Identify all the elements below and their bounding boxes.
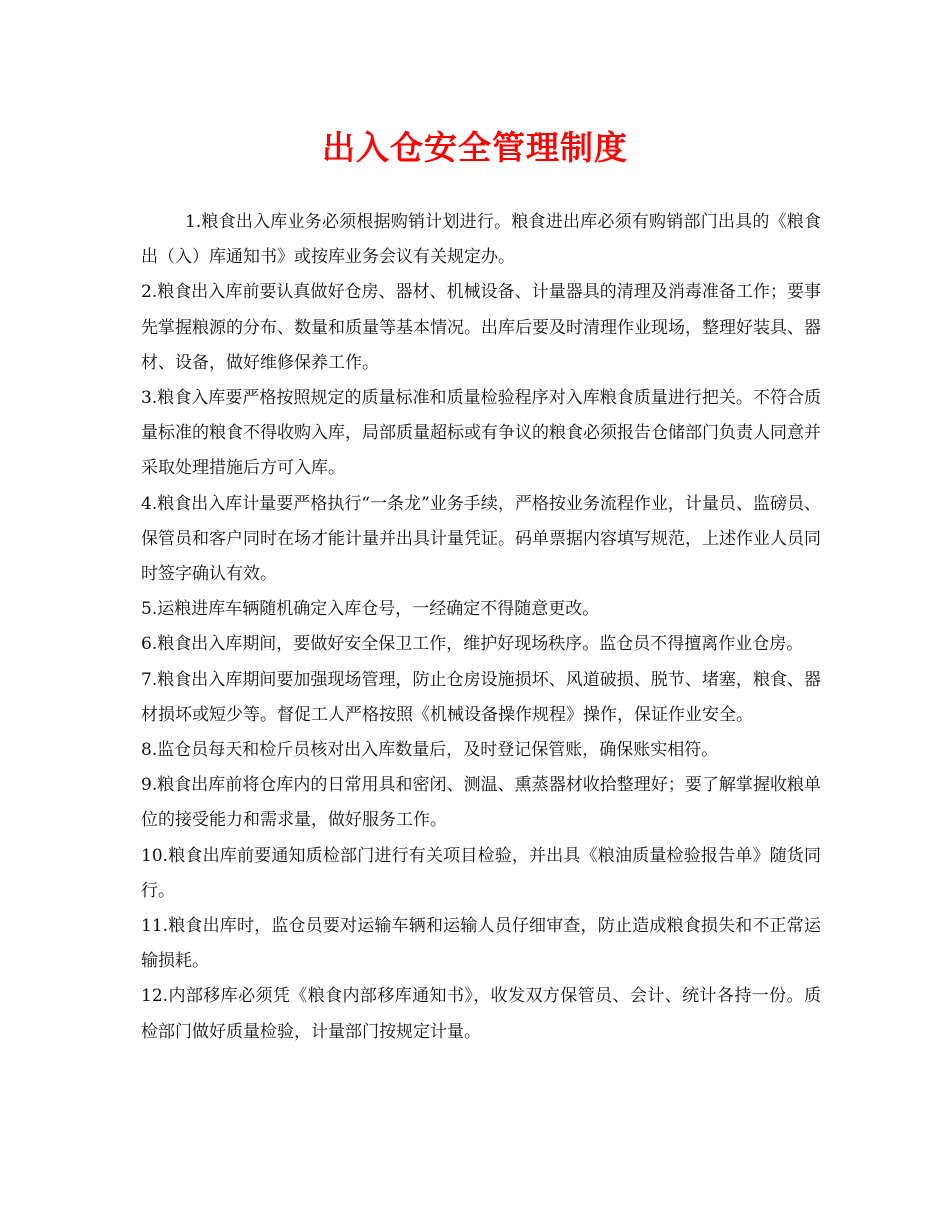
paragraph-4: 4.粮食出入库计量要严格执行“一条龙”业务手续，严格按业务流程作业，计量员、监磅员、保管员和客户同时在场才能计量并出具计量凭证。码单票据内容填写规范，上述作业人员同时签字确认有效。 bbox=[141, 493, 821, 585]
paragraph-10: 10.粮食出库前要通知质检部门进行有关项目检验，并出具《粮油质量检验报告单》随货同行。 bbox=[141, 845, 821, 901]
paragraph-6: 6.粮食出入库期间，要做好安全保卫工作，维护好现场秩序。监仓员不得擅离作业仓房。 bbox=[141, 634, 804, 655]
document-body bbox=[141, 205, 821, 1050]
paragraph-2: 2.粮食出入库前要认真做好仓房、器材、机械设备、计量器具的清理及消毒准备工作；要事先掌握粮源的分布、数量和质量等基本情况。出库后要及时清理作业现场，整理好装具、器材、设备，做好维修保养工作。 bbox=[141, 282, 821, 373]
paragraph-7: 7.粮食出入库期间要加强现场管理，防止仓房设施损坏、风道破损、脱节、堵塞，粮食、器材损坏或短少等。督促工人严格按照《机械设备操作规程》操作，保证作业安全。 bbox=[141, 669, 821, 725]
paragraph-9: 9.粮食出库前将仓库内的日常用具和密闭、测温、熏蒸器材收拾整理好；要了解掌握收粮单位的接受能力和需求量，做好服务工作。 bbox=[141, 775, 821, 831]
paragraph-8: 8.监仓员每天和检斤员核对出入库数量后，及时登记保管账，确保账实相符。 bbox=[141, 740, 719, 761]
paragraph-1: 1.粮食出入库业务必须根据购销计划进行。粮食进出库必须有购销部门出具的《粮食出（入）库通知书》或按库业务会议有关规定办。 bbox=[141, 212, 821, 268]
paragraph-11: 11.粮食出库时，监仓员要对运输车辆和运输人员仔细审查，防止造成粮食损失和不正常运输损耗。 bbox=[141, 916, 821, 972]
document-title: 出入仓安全管理制度 bbox=[322, 128, 628, 167]
paragraph-3: 3.粮食入库要严格按照规定的质量标准和质量检验程序对入库粮食质量进行把关。不符合质量标准的粮食不得收购入库，局部质量超标或有争议的粮食必须报告仓储部门负责人同意并采取处理措施后方可入库。 bbox=[141, 388, 821, 479]
paragraph-12: 12.内部移库必须凭《粮食内部移库通知书》，收发双方保管员、会计、统计各持一份。质检部门做好质量检验，计量部门按规定计量。 bbox=[141, 986, 821, 1042]
paragraph-5: 5.运粮进库车辆随机确定入库仓号，一经确定不得随意更改。 bbox=[141, 599, 600, 620]
